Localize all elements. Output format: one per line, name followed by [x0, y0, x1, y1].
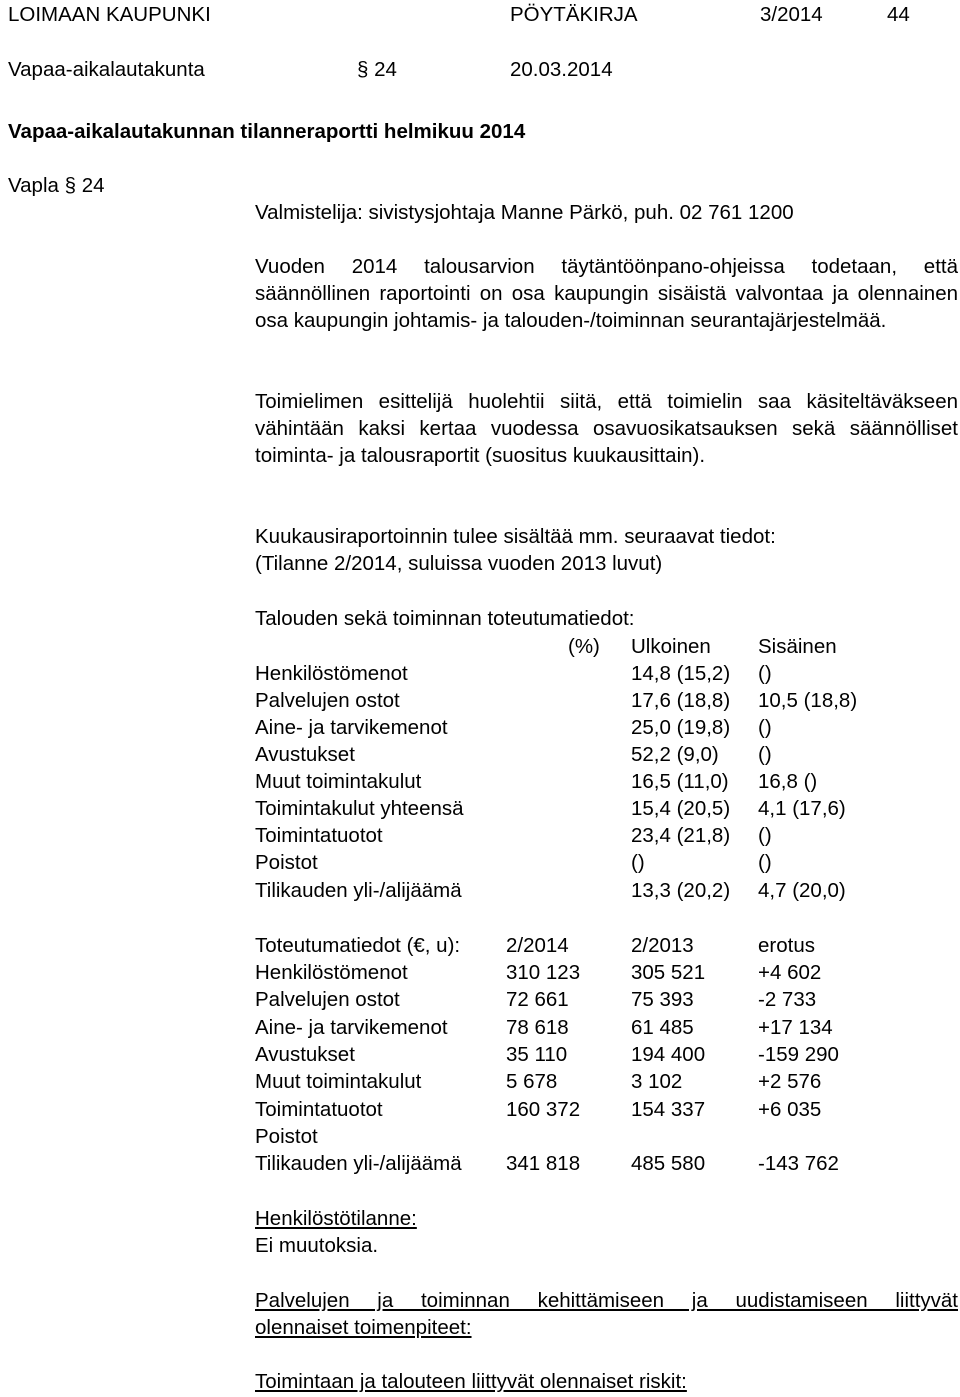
- table1-title: Talouden sekä toiminnan toteutumatiedot:: [255, 607, 635, 630]
- table2-value-2014: 341 818: [506, 1152, 581, 1175]
- table2-value-2013: 485 580: [631, 1152, 706, 1175]
- table1-external: 23,4 (21,8): [631, 824, 731, 847]
- header-page-no: 44: [887, 3, 910, 26]
- table2-value-2014: 310 123: [506, 961, 581, 984]
- table2-label: Poistot: [255, 1125, 318, 1148]
- header-doc-type: PÖYTÄKIRJA: [510, 3, 638, 26]
- table2-header-2014: 2/2014: [506, 934, 569, 957]
- table2-diff: +17 134: [758, 1016, 833, 1039]
- development-heading-line2: olennaiset toimenpiteet:: [255, 1316, 472, 1339]
- table2-header-label: Toteutumatiedot (€, u):: [255, 934, 461, 957]
- table2-label: Tilikauden yli-/alijäämä: [255, 1152, 462, 1175]
- header-doc-no: 3/2014: [760, 3, 823, 26]
- table2-diff: -2 733: [758, 988, 817, 1011]
- table1-label: Tilikauden yli-/alijäämä: [255, 879, 462, 902]
- table2-value-2013: 75 393: [631, 988, 694, 1011]
- paragraph-presenter-duty: Toimielimen esittelijä huolehtii siitä, että toimielin saa käsiteltäväkseen vähintään kaksi kertaa vuodessa osavuosikatsauksen sekä säännölliset toiminta- ja talousraportit (suositus kuukausittain).: [255, 390, 958, 467]
- table1-internal: 4,1 (17,6): [758, 797, 846, 820]
- header-date: 20.03.2014: [510, 58, 613, 81]
- table2-diff: +2 576: [758, 1070, 822, 1093]
- table1-label: Toimintatuotot: [255, 824, 383, 847]
- table2-value-2013: 154 337: [631, 1098, 706, 1121]
- table1-external: 25,0 (19,8): [631, 716, 731, 739]
- table1-header-external: Ulkoinen: [631, 635, 711, 658]
- item-reference: Vapla § 24: [8, 174, 105, 197]
- table1-internal: 10,5 (18,8): [758, 689, 858, 712]
- table1-header-internal: Sisäinen: [758, 635, 837, 658]
- table2-diff: -143 762: [758, 1152, 839, 1175]
- table1-external: 14,8 (15,2): [631, 662, 731, 685]
- table1-internal: 16,8 (): [758, 770, 818, 793]
- table2-value-2013: 305 521: [631, 961, 706, 984]
- table2-value-2013: 3 102: [631, 1070, 683, 1093]
- table1-internal: (): [758, 662, 772, 685]
- staff-heading: Henkilöstötilanne:: [255, 1207, 417, 1230]
- table1-internal: (): [758, 851, 772, 874]
- table1-header-percent: (%): [568, 635, 600, 658]
- table1-external: 52,2 (9,0): [631, 743, 719, 766]
- table2-value-2014: 72 661: [506, 988, 569, 1011]
- document-title: Vapaa-aikalautakunnan tilanneraportti helmikuu 2014: [8, 120, 526, 143]
- header-org: LOIMAAN KAUPUNKI: [8, 3, 211, 26]
- table2-value-2014: 160 372: [506, 1098, 581, 1121]
- staff-text: Ei muutoksia.: [255, 1234, 379, 1257]
- table1-internal: (): [758, 824, 772, 847]
- table1-label: Poistot: [255, 851, 318, 874]
- table1-external: (): [631, 851, 645, 874]
- paragraph-reporting-rules: Vuoden 2014 talousarvion täytäntöönpano-ohjeissa todetaan, että säännöllinen raportointi on osa kaupungin sisäistä valvontaa ja olennainen osa kaupungin johtamis- ja talouden-/toiminnan seurantajärjestelmää.: [255, 255, 958, 332]
- paragraph-situation-note: (Tilanne 2/2014, suluissa vuoden 2013 luvut): [255, 552, 663, 575]
- table2-header-2013: 2/2013: [631, 934, 694, 957]
- table1-external: 16,5 (11,0): [631, 770, 729, 793]
- header-committee: Vapaa-aikalautakunta: [8, 58, 205, 81]
- table1-internal: (): [758, 743, 772, 766]
- table1-label: Toimintakulut yhteensä: [255, 797, 464, 820]
- header-section: § 24: [357, 58, 397, 81]
- table2-header-diff: erotus: [758, 934, 815, 957]
- table1-external: 15,4 (20,5): [631, 797, 731, 820]
- table2-diff: -159 290: [758, 1043, 839, 1066]
- table2-diff: +6 035: [758, 1098, 822, 1121]
- risks-heading: Toimintaan ja talouteen liittyvät olennaiset riskit:: [255, 1370, 687, 1393]
- table2-value-2013: 61 485: [631, 1016, 694, 1039]
- table1-internal: (): [758, 716, 772, 739]
- table1-external: 13,3 (20,2): [631, 879, 731, 902]
- header-section-number: 24: [374, 58, 397, 81]
- table2-label: Avustukset: [255, 1043, 355, 1066]
- table2-label: Henkilöstömenot: [255, 961, 408, 984]
- table2-diff: +4 602: [758, 961, 822, 984]
- table1-internal: 4,7 (20,0): [758, 879, 846, 902]
- table2-value-2013: 194 400: [631, 1043, 706, 1066]
- table2-label: Aine- ja tarvikemenot: [255, 1016, 448, 1039]
- table2-label: Muut toimintakulut: [255, 1070, 422, 1093]
- preparer-line: Valmistelija: sivistysjohtaja Manne Pärkö, puh. 02 761 1200: [255, 201, 794, 224]
- table2-value-2014: 5 678: [506, 1070, 558, 1093]
- table1-label: Avustukset: [255, 743, 355, 766]
- table1-label: Muut toimintakulut: [255, 770, 422, 793]
- development-heading-line1: Palvelujen ja toiminnan kehittämiseen ja uudistamiseen liittyvät: [255, 1289, 958, 1312]
- table1-label: Palvelujen ostot: [255, 689, 400, 712]
- table2-label: Palvelujen ostot: [255, 988, 400, 1011]
- table1-external: 17,6 (18,8): [631, 689, 731, 712]
- table1-label: Henkilöstömenot: [255, 662, 408, 685]
- table2-value-2014: 35 110: [506, 1043, 568, 1066]
- table2-value-2014: 78 618: [506, 1016, 569, 1039]
- table1-label: Aine- ja tarvikemenot: [255, 716, 448, 739]
- table2-label: Toimintatuotot: [255, 1098, 383, 1121]
- paragraph-monthly-report-intro: Kuukausiraportoinnin tulee sisältää mm. seuraavat tiedot:: [255, 525, 776, 548]
